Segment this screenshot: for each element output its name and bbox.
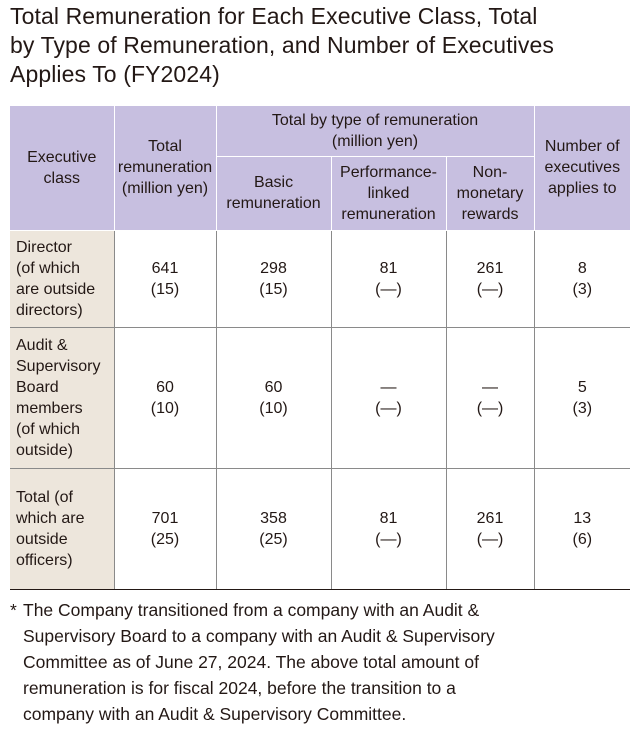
table-row-total: [10, 468, 630, 589]
cell-performance: — (—): [331, 327, 446, 468]
footnote-line: Supervisory Board to a company with an Audit & Supervisory: [23, 626, 495, 646]
header-by-type-group: Total by type of remuneration (million yen): [216, 106, 534, 156]
cell-total: 60 (10): [114, 327, 216, 468]
title-line: Total Remuneration for Each Executive Class, Total: [10, 3, 538, 29]
footnote: [10, 597, 630, 727]
cell-basic: 358 (25): [216, 468, 331, 589]
header-total-remuneration: Total remuneration (million yen): [114, 106, 216, 230]
cell-non-monetary: 261 (—): [446, 230, 534, 327]
header-number-of-executives: Number of executives applies to: [534, 106, 630, 230]
header-non-monetary: Non- monetary rewards: [446, 156, 534, 230]
header-performance-linked: Performance- linked remuneration: [331, 156, 446, 230]
cell-non-monetary: 261 (—): [446, 468, 534, 589]
row-class-cell: Audit & Supervisory Board members (of which outside): [10, 327, 114, 468]
cell-performance: 81 (—): [331, 468, 446, 589]
cell-number: 5 (3): [534, 327, 630, 468]
title-line: by Type of Remuneration, and Number of Executives: [10, 32, 554, 58]
table-row-audit-board: [10, 327, 630, 468]
cell-total: 701 (25): [114, 468, 216, 589]
row-class-cell: Total (of which are outside officers): [10, 468, 114, 589]
header-executive-class: Executive class: [10, 106, 114, 230]
footnote-marker: *: [10, 600, 17, 620]
footnote-line: company with an Audit & Supervisory Committee.: [23, 704, 407, 724]
footnote-line: remuneration is for fiscal 2024, before the transition to a: [23, 678, 456, 698]
footnote-line: The Company transitioned from a company with an Audit &: [23, 600, 480, 620]
cell-total: 641 (15): [114, 230, 216, 327]
remuneration-table: [10, 106, 630, 590]
table-row-director: [10, 230, 630, 327]
header-basic-remuneration: Basic remuneration: [216, 156, 331, 230]
cell-non-monetary: — (—): [446, 327, 534, 468]
row-class-cell: Director (of which are outside directors): [10, 230, 114, 327]
page-title: [10, 2, 630, 89]
cell-basic: 298 (15): [216, 230, 331, 327]
cell-number: 13 (6): [534, 468, 630, 589]
cell-performance: 81 (—): [331, 230, 446, 327]
footnote-text: [23, 597, 630, 727]
cell-number: 8 (3): [534, 230, 630, 327]
footnote-line: Committee as of June 27, 2024. The above total amount of: [23, 652, 479, 672]
cell-basic: 60 (10): [216, 327, 331, 468]
title-line: Applies To (FY2024): [10, 61, 220, 87]
